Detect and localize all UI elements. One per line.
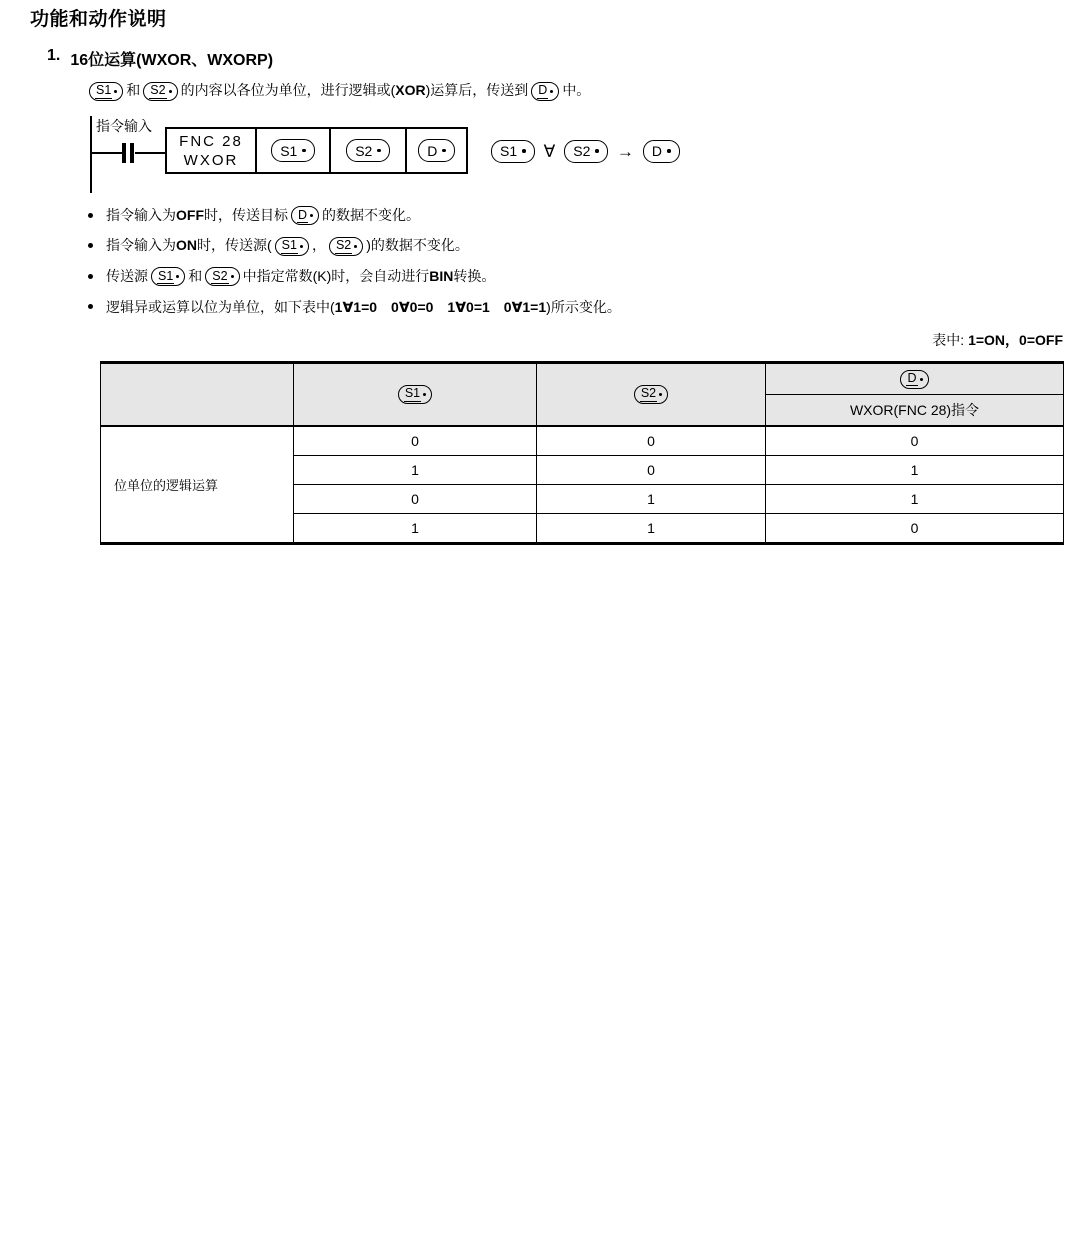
operand-dot-icon bbox=[300, 245, 303, 248]
xor-formula bbox=[491, 139, 680, 163]
s1-operand-pill: S1 bbox=[89, 82, 123, 101]
text-run: 表中: bbox=[932, 332, 969, 348]
value-cell: 1 bbox=[766, 485, 1064, 514]
text-run: )的数据不变化。 bbox=[366, 237, 469, 254]
value-cell: 1 bbox=[294, 514, 537, 544]
intro-paragraph bbox=[86, 79, 590, 101]
bullet-text bbox=[106, 297, 621, 317]
row-header-cell: 位单位的逻辑运算 bbox=[101, 426, 294, 544]
operand-cell-s1 bbox=[257, 129, 331, 172]
wire-right bbox=[135, 152, 165, 154]
d-subheader-cell: WXOR(FNC 28)指令 bbox=[766, 395, 1064, 427]
mnemonic: WXOR bbox=[183, 151, 239, 169]
s2-operand-pill: S2 bbox=[329, 237, 363, 256]
text-run: 时，传送目标 bbox=[204, 206, 288, 223]
operand-dot-icon bbox=[659, 393, 662, 396]
section-heading bbox=[47, 47, 273, 70]
operand-dot-icon bbox=[176, 275, 179, 278]
bullet-item bbox=[88, 266, 621, 286]
table-header-row bbox=[101, 363, 1064, 395]
value-cell: 0 bbox=[766, 426, 1064, 456]
operand-dot-icon bbox=[423, 393, 426, 396]
s1-header-cell bbox=[294, 363, 537, 427]
text-run: XOR bbox=[395, 82, 426, 98]
fnc-number: FNC 28 bbox=[179, 132, 243, 150]
operand-dot-icon bbox=[522, 149, 526, 153]
bullet-text bbox=[106, 235, 469, 256]
d-header-cell bbox=[766, 363, 1064, 395]
operand-dot-icon bbox=[550, 90, 553, 93]
text-run: 指令输入为 bbox=[106, 237, 176, 254]
operand-dot-icon bbox=[377, 149, 381, 153]
s1-operand-pill: S1 bbox=[271, 139, 315, 162]
table-row bbox=[101, 426, 1064, 456]
operand-cell-d bbox=[407, 129, 466, 172]
bullet-icon bbox=[88, 213, 93, 218]
bullet-item bbox=[88, 297, 621, 317]
text-run: 时，传送源( bbox=[197, 237, 272, 254]
d-operand-pill: D bbox=[531, 82, 559, 101]
bullet-text bbox=[106, 205, 420, 226]
text-run: 和 bbox=[188, 267, 203, 284]
bullet-item bbox=[88, 236, 621, 256]
text-run: 逻辑异或运算以位为单位，如下表中( bbox=[106, 298, 335, 315]
s1-operand-pill: S1 bbox=[275, 237, 309, 256]
d-operand-pill: D bbox=[291, 206, 319, 225]
contact-icon bbox=[130, 143, 134, 163]
text-run: 的内容以各位为单位，进行逻辑或( bbox=[180, 82, 396, 98]
text-run: 中指定常数(K)时，会自动进行 bbox=[242, 267, 430, 284]
value-cell: 0 bbox=[537, 426, 766, 456]
operator-symbol: → bbox=[616, 141, 634, 161]
operand-dot-icon bbox=[169, 90, 172, 93]
bullet-list bbox=[88, 205, 621, 327]
d-operand-pill: D bbox=[643, 140, 680, 163]
text-run: ON bbox=[176, 237, 197, 254]
bullet-icon bbox=[88, 274, 93, 279]
s2-operand-pill: S2 bbox=[205, 267, 239, 286]
page-title: 功能和动作说明 bbox=[30, 9, 167, 30]
text-run: )所示变化。 bbox=[546, 298, 621, 315]
text-run: )运算后，传送到 bbox=[425, 82, 529, 98]
contact-icon bbox=[122, 143, 126, 163]
operand-cell-s2 bbox=[331, 129, 407, 172]
s2-operand-pill: S2 bbox=[564, 140, 608, 163]
empty-header-cell bbox=[101, 363, 294, 427]
text-run: 指令输入为 bbox=[106, 206, 176, 223]
bullet-text bbox=[106, 266, 495, 287]
power-rail-line bbox=[90, 116, 92, 193]
bullet-icon bbox=[88, 304, 93, 309]
operand-dot-icon bbox=[302, 149, 306, 153]
value-cell: 1 bbox=[537, 485, 766, 514]
instruction-name-cell bbox=[167, 129, 257, 172]
text-run: 和 bbox=[126, 82, 141, 98]
operand-dot-icon bbox=[231, 275, 234, 278]
value-cell: 1 bbox=[537, 514, 766, 544]
bullet-item bbox=[88, 205, 621, 225]
text-run: 中。 bbox=[562, 82, 591, 98]
s2-operand-pill: S2 bbox=[634, 385, 668, 404]
instruction-box bbox=[165, 127, 468, 174]
operand-dot-icon bbox=[595, 149, 599, 153]
operand-dot-icon bbox=[114, 90, 117, 93]
text-run: OFF bbox=[176, 206, 204, 223]
operand-dot-icon bbox=[920, 378, 923, 381]
bullet-icon bbox=[88, 243, 93, 248]
value-cell: 0 bbox=[766, 514, 1064, 544]
s1-operand-pill: S1 bbox=[491, 140, 535, 163]
text-run: 的数据不变化。 bbox=[322, 206, 421, 223]
text-run: 1=ON，0=OFF bbox=[968, 332, 1063, 348]
truth-table bbox=[100, 361, 1064, 545]
section-title: 16位运算(WXOR、WXORP) bbox=[70, 52, 274, 69]
table-note bbox=[932, 330, 1063, 350]
text-run: BIN bbox=[429, 267, 454, 284]
operator-symbol: ∀ bbox=[543, 141, 556, 161]
value-cell: 0 bbox=[537, 456, 766, 485]
s2-operand-pill: S2 bbox=[143, 82, 177, 101]
s2-header-cell bbox=[537, 363, 766, 427]
value-cell: 0 bbox=[294, 426, 537, 456]
s1-operand-pill: S1 bbox=[151, 267, 185, 286]
section-number: 1. bbox=[47, 47, 61, 64]
value-cell: 0 bbox=[294, 485, 537, 514]
operand-dot-icon bbox=[310, 214, 313, 217]
operand-dot-icon bbox=[667, 149, 671, 153]
d-operand-pill: D bbox=[900, 370, 928, 389]
d-operand-pill: D bbox=[418, 139, 455, 162]
s1-operand-pill: S1 bbox=[398, 385, 432, 404]
instruction-input-label: 指令输入 bbox=[96, 118, 152, 134]
text-run: 转换。 bbox=[453, 267, 496, 284]
text-run: ， bbox=[311, 237, 326, 254]
text-run: 1∀1=0 0∀0=0 1∀0=1 0∀1=1 bbox=[334, 298, 547, 315]
operand-dot-icon bbox=[354, 245, 357, 248]
value-cell: 1 bbox=[766, 456, 1064, 485]
operand-dot-icon bbox=[442, 149, 446, 153]
s2-operand-pill: S2 bbox=[346, 139, 390, 162]
value-cell: 1 bbox=[294, 456, 537, 485]
text-run: 传送源 bbox=[106, 267, 148, 284]
wire-left bbox=[90, 152, 123, 154]
